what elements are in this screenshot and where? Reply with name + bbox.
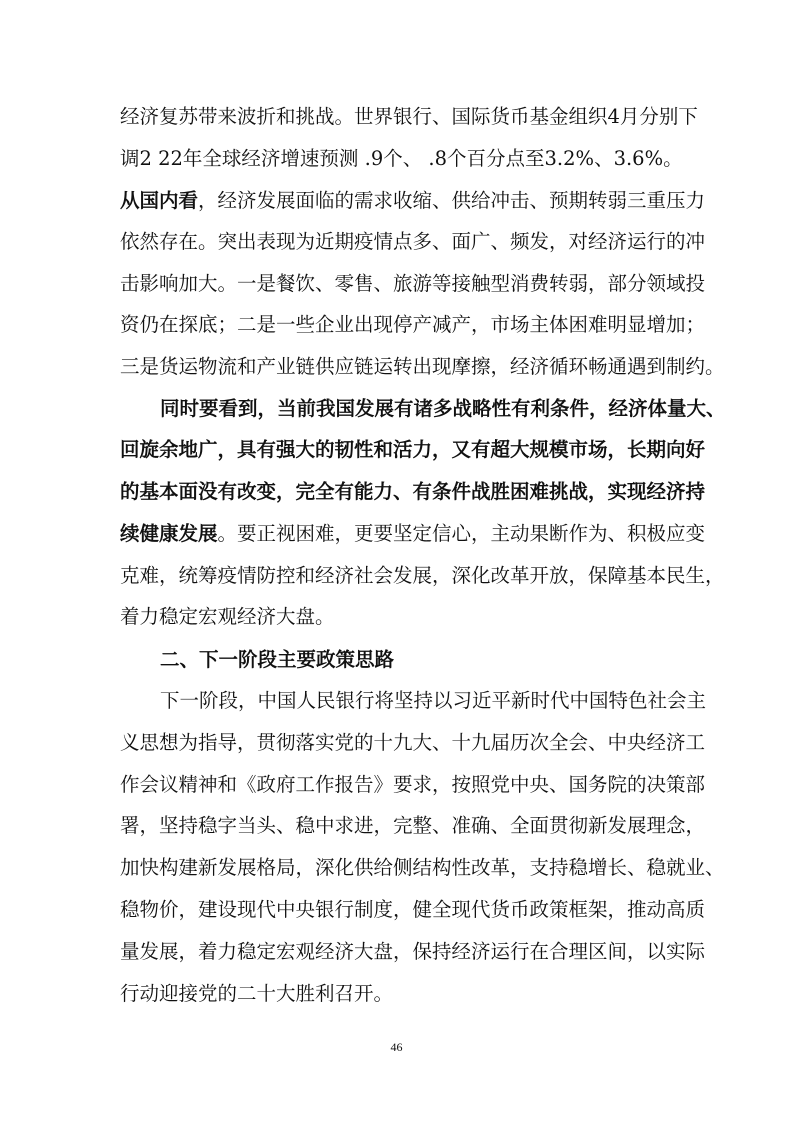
text-span: 三是货运物流和产业链供应链运转出现摩擦，经济循环畅通遇到制约。 <box>120 355 725 378</box>
bold-text: 的基本面没有改变，完全有能力、有条件战胜困难挑战，实现经济持 <box>120 480 706 503</box>
text-line <box>120 355 725 379</box>
text-span: 着力稳定宏观经济大盘。 <box>120 605 335 628</box>
text-line <box>120 898 706 922</box>
text-line <box>120 230 706 254</box>
text-span: 行动迎接党的二十大胜利召开。 <box>120 982 394 1005</box>
text-span: 击影响加大。一是餐饮、零售、旅游等接触型消费转弱，部分领域投 <box>120 272 706 295</box>
text-span: 量发展，着力稳定宏观经济大盘，保持经济运行在合理区间，以实际 <box>120 940 706 963</box>
text-line <box>160 689 707 713</box>
text-span: 下一阶段，中国人民银行将坚持以习近平新时代中国特色社会主 <box>160 689 707 712</box>
text-line <box>120 856 725 880</box>
text-line <box>120 147 682 171</box>
text-line <box>120 272 706 296</box>
text-span: 依然存在。突出表现为近期疫情点多、面广、频发，对经济运行的冲 <box>120 230 706 253</box>
text-line <box>120 605 682 629</box>
text-span: 署，坚持稳字当头、稳中求进，完整、准确、全面贯彻新发展理念， <box>120 814 706 837</box>
text-span: 稳物价，建设现代中央银行制度，健全现代货币政策框架，推动高质 <box>120 898 706 921</box>
text-line <box>120 564 725 588</box>
page-number: 46 <box>390 1040 403 1054</box>
text-line <box>120 731 706 755</box>
text-line <box>120 814 706 838</box>
text-span: 调2 22年全球经济增速预测 .9个、 .8个百分点至3.2%、3.6%。 <box>120 147 683 170</box>
text-line <box>120 480 706 504</box>
text-line <box>120 313 706 337</box>
bold-text: 同时要看到，当前我国发展有诸多战略性有利条件，经济体量大、 <box>160 397 726 420</box>
text-line <box>120 940 706 964</box>
text-line <box>120 773 706 797</box>
text-line <box>120 189 706 213</box>
bold-text: 二、下一阶段主要政策思路 <box>160 648 395 671</box>
text-span: ，经济发展面临的需求收缩、供给冲击、预期转弱三重压力 <box>198 189 706 212</box>
bold-text: 续健康发展 <box>120 522 218 545</box>
text-span: 资仍在探底；二是一些企业出现停产减产，市场主体困难明显增加； <box>120 313 706 336</box>
section-heading <box>160 648 682 672</box>
text-span: 义思想为指导，贯彻落实党的十九大、十九届历次全会、中央经济工 <box>120 731 706 754</box>
text-line <box>120 105 698 129</box>
text-line <box>160 397 726 421</box>
text-span: 克难，统筹疫情防控和经济社会发展，深化改革开放，保障基本民生， <box>120 564 725 587</box>
bold-text: 从国内看 <box>120 189 199 212</box>
text-line <box>120 982 682 1006</box>
text-span: 作会议精神和《政府工作报告》要求，按照党中央、国务院的决策部 <box>120 773 706 796</box>
text-span: 。要正视困难，更要坚定信心，主动果断作为、积极应变 <box>217 522 706 545</box>
text-line <box>120 522 706 546</box>
text-line <box>120 438 706 462</box>
text-span: 经济复苏带来波折和挑战。世界银行、国际货币基金组织4月分别下 <box>120 105 698 128</box>
bold-text: 回旋余地广，具有强大的韧性和活力，又有超大规模市场，长期向好 <box>120 438 706 461</box>
text-span: 加快构建新发展格局，深化供给侧结构性改革，支持稳增长、稳就业、 <box>120 856 725 879</box>
